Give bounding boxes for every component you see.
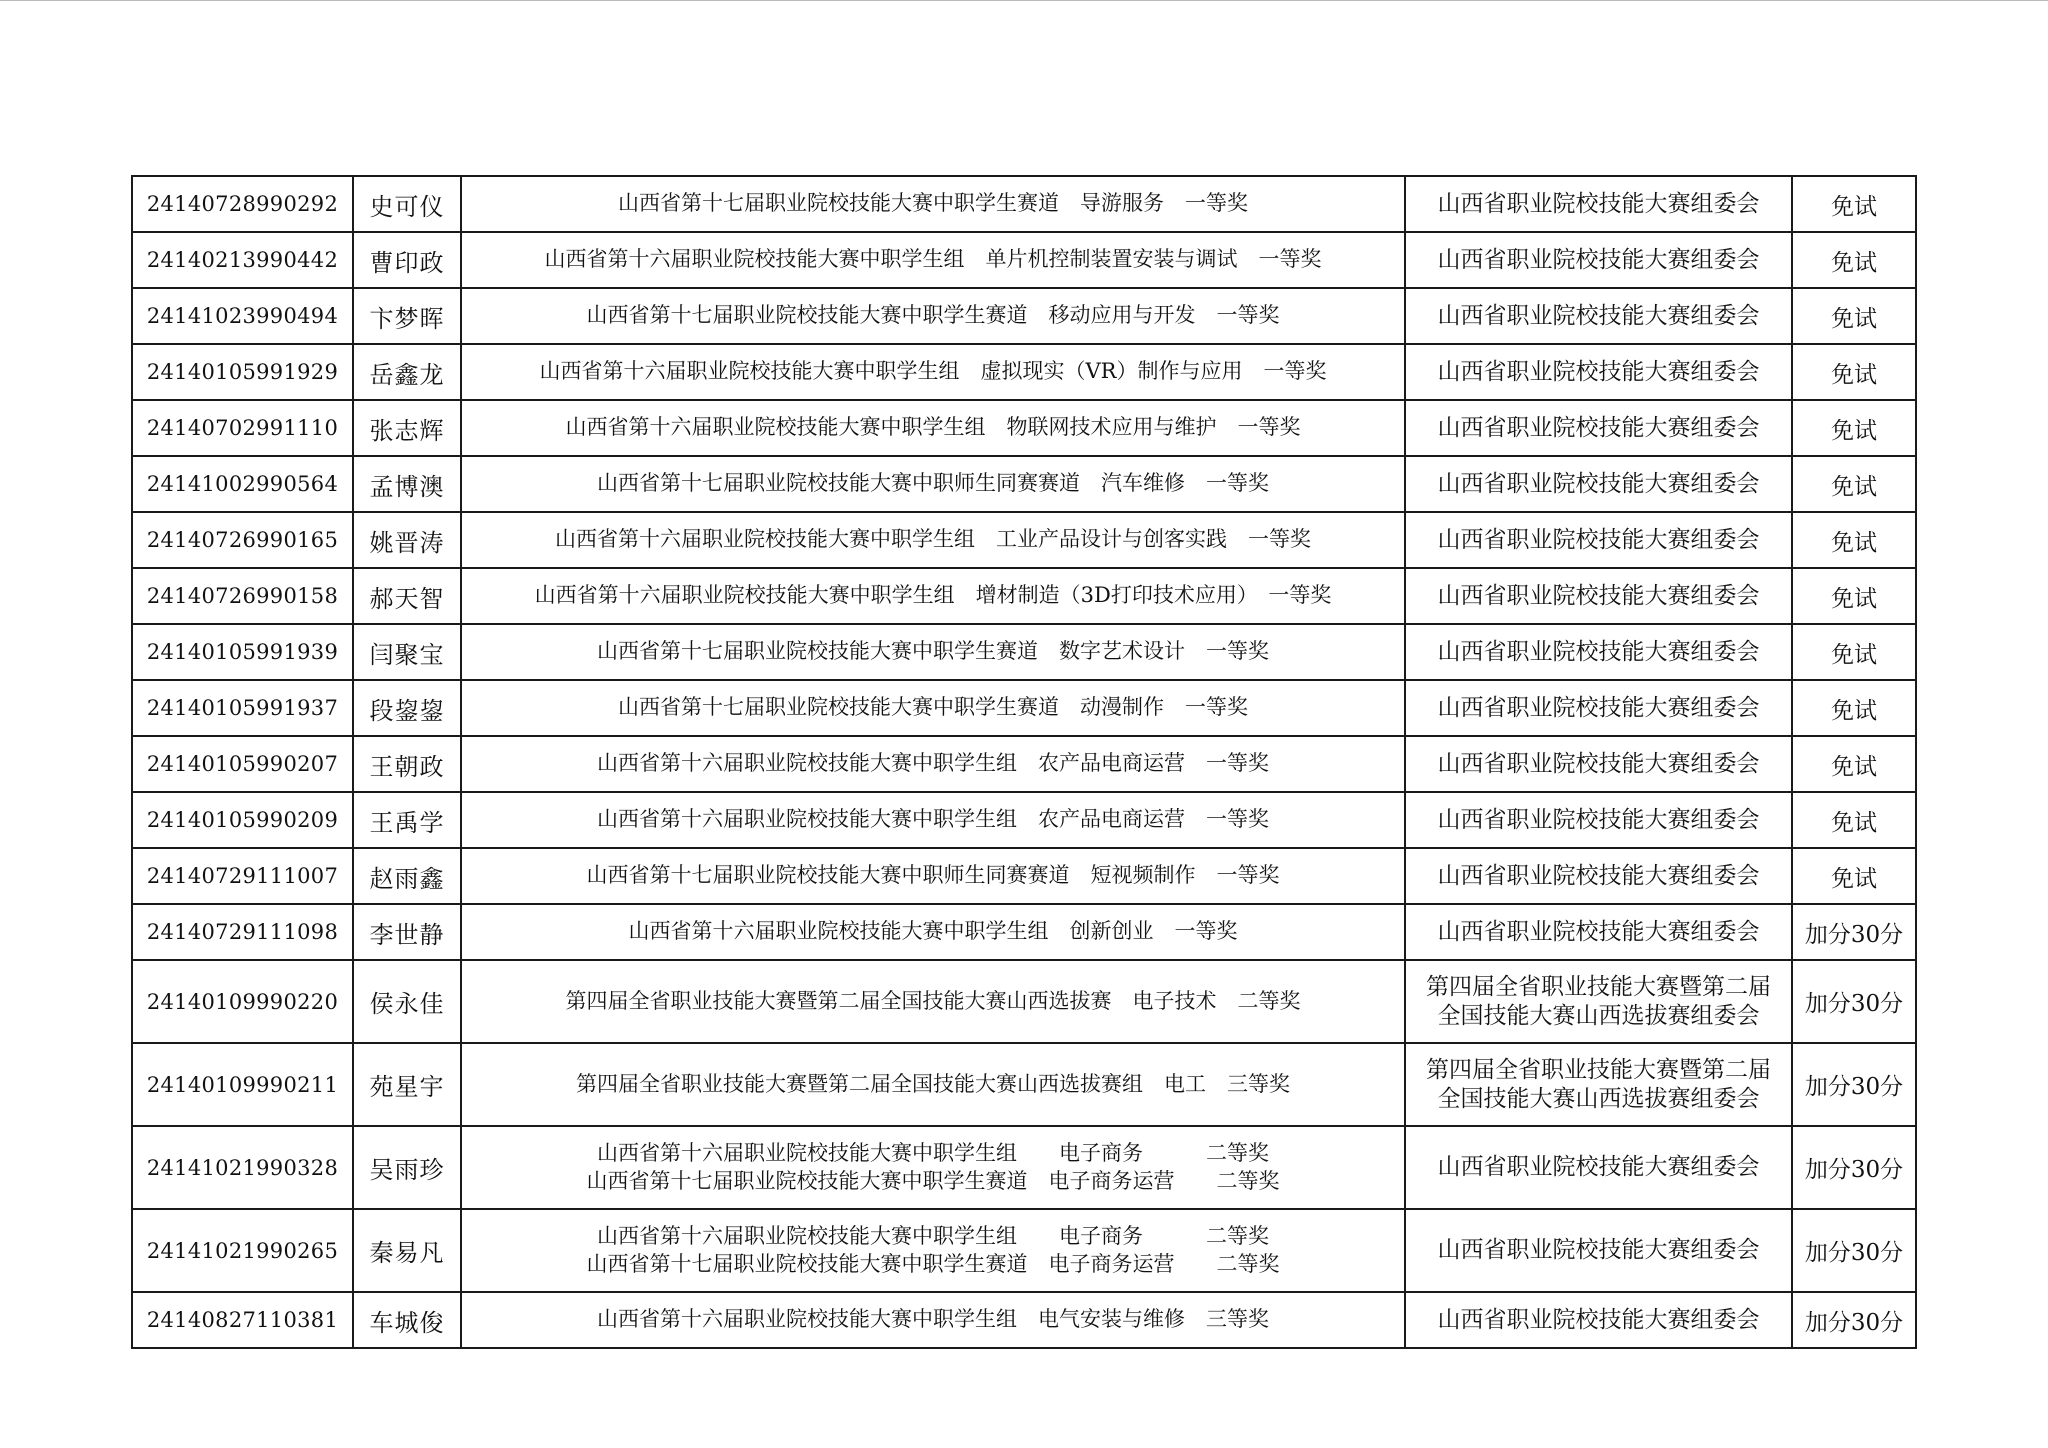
candidate-id-cell: 24140105991929 — [132, 344, 353, 400]
table-row — [132, 848, 1916, 904]
candidate-id-cell: 24140729111098 — [132, 904, 353, 960]
candidate-name-cell: 李世静 — [353, 904, 461, 960]
page-top-rule — [0, 0, 2048, 1]
award-cell — [461, 904, 1405, 960]
candidate-id-cell: 24140109990211 — [132, 1043, 353, 1126]
result-cell: 加分30分 — [1792, 1043, 1916, 1126]
organizer-line: 第四届全省职业技能大赛暨第二届 — [1426, 1056, 1771, 1083]
result-cell: 加分30分 — [1792, 1292, 1916, 1348]
award-line: 山西省第十六届职业院校技能大赛中职学生组 电气安装与维修 三等奖 — [597, 1307, 1269, 1332]
organizer-line: 山西省职业院校技能大赛组委会 — [1437, 1306, 1760, 1333]
award-cell — [461, 344, 1405, 400]
award-cell — [461, 232, 1405, 288]
table-row — [132, 512, 1916, 568]
result-cell: 加分30分 — [1792, 904, 1916, 960]
award-cell — [461, 680, 1405, 736]
organizer-line: 山西省职业院校技能大赛组委会 — [1437, 1237, 1760, 1264]
result-cell: 加分30分 — [1792, 1209, 1916, 1292]
award-line: 山西省第十六届职业院校技能大赛中职学生组 单片机控制装置安装与调试 一等奖 — [544, 247, 1322, 272]
award-cell — [461, 288, 1405, 344]
award-line: 山西省第十七届职业院校技能大赛中职师生同赛赛道 短视频制作 一等奖 — [586, 863, 1280, 888]
award-line: 山西省第十六届职业院校技能大赛中职学生组 增材制造（3D打印技术应用） 一等奖 — [534, 583, 1332, 608]
award-line: 山西省第十六届职业院校技能大赛中职学生组 电子商务 二等奖 — [597, 1140, 1269, 1165]
award-line: 山西省第十六届职业院校技能大赛中职学生组 电子商务 二等奖 — [597, 1223, 1269, 1248]
candidate-id-cell: 24141021990328 — [132, 1126, 353, 1209]
award-table — [131, 175, 1917, 1349]
candidate-name-cell: 郝天智 — [353, 568, 461, 624]
organizer-cell — [1405, 904, 1792, 960]
award-line: 山西省第十七届职业院校技能大赛中职学生赛道 数字艺术设计 一等奖 — [597, 639, 1269, 664]
candidate-name-cell: 孟博澳 — [353, 456, 461, 512]
table-row — [132, 1126, 1916, 1209]
organizer-cell — [1405, 456, 1792, 512]
candidate-id-cell: 24140213990442 — [132, 232, 353, 288]
award-cell — [461, 1209, 1405, 1292]
candidate-name-cell: 苑星宇 — [353, 1043, 461, 1126]
organizer-line: 山西省职业院校技能大赛组委会 — [1437, 526, 1760, 553]
candidate-id-cell: 24140726990158 — [132, 568, 353, 624]
candidate-name-cell: 史可仪 — [353, 176, 461, 232]
organizer-cell — [1405, 1043, 1792, 1126]
result-cell: 加分30分 — [1792, 1126, 1916, 1209]
candidate-name-cell: 侯永佳 — [353, 960, 461, 1043]
table-row — [132, 1043, 1916, 1126]
table-row — [132, 400, 1916, 456]
award-cell — [461, 176, 1405, 232]
organizer-cell — [1405, 288, 1792, 344]
award-cell — [461, 568, 1405, 624]
organizer-cell — [1405, 624, 1792, 680]
candidate-name-cell: 秦易凡 — [353, 1209, 461, 1292]
table-row — [132, 288, 1916, 344]
award-cell — [461, 848, 1405, 904]
organizer-line: 全国技能大赛山西选拔赛组委会 — [1437, 1002, 1760, 1029]
result-cell: 免试 — [1792, 680, 1916, 736]
organizer-line: 山西省职业院校技能大赛组委会 — [1437, 694, 1760, 721]
organizer-cell — [1405, 232, 1792, 288]
table-row — [132, 736, 1916, 792]
organizer-line: 全国技能大赛山西选拔赛组委会 — [1437, 1085, 1760, 1112]
organizer-line: 山西省职业院校技能大赛组委会 — [1437, 918, 1760, 945]
candidate-name-cell: 车城俊 — [353, 1292, 461, 1348]
result-cell: 加分30分 — [1792, 960, 1916, 1043]
award-line: 山西省第十六届职业院校技能大赛中职学生组 工业产品设计与创客实践 一等奖 — [555, 527, 1311, 552]
table-row — [132, 960, 1916, 1043]
award-cell — [461, 512, 1405, 568]
organizer-cell — [1405, 1209, 1792, 1292]
award-cell — [461, 1043, 1405, 1126]
table-row — [132, 680, 1916, 736]
candidate-id-cell: 24140105991939 — [132, 624, 353, 680]
organizer-cell — [1405, 400, 1792, 456]
candidate-id-cell: 24140726990165 — [132, 512, 353, 568]
result-cell: 免试 — [1792, 512, 1916, 568]
result-cell: 免试 — [1792, 736, 1916, 792]
candidate-id-cell: 24140105990207 — [132, 736, 353, 792]
organizer-line: 山西省职业院校技能大赛组委会 — [1437, 414, 1760, 441]
organizer-cell — [1405, 848, 1792, 904]
candidate-id-cell: 24141002990564 — [132, 456, 353, 512]
table-row — [132, 792, 1916, 848]
result-cell: 免试 — [1792, 344, 1916, 400]
result-cell: 免试 — [1792, 456, 1916, 512]
organizer-line: 山西省职业院校技能大赛组委会 — [1437, 862, 1760, 889]
candidate-name-cell: 岳鑫龙 — [353, 344, 461, 400]
organizer-cell — [1405, 568, 1792, 624]
award-line: 山西省第十六届职业院校技能大赛中职学生组 创新创业 一等奖 — [628, 919, 1238, 944]
award-line: 山西省第十七届职业院校技能大赛中职学生赛道 移动应用与开发 一等奖 — [586, 303, 1280, 328]
organizer-line: 山西省职业院校技能大赛组委会 — [1437, 806, 1760, 833]
award-cell — [461, 960, 1405, 1043]
candidate-name-cell: 姚晋涛 — [353, 512, 461, 568]
result-cell: 免试 — [1792, 232, 1916, 288]
candidate-id-cell: 24140109990220 — [132, 960, 353, 1043]
table-row — [132, 344, 1916, 400]
organizer-cell — [1405, 792, 1792, 848]
award-line: 第四届全省职业技能大赛暨第二届全国技能大赛山西选拔赛组 电工 三等奖 — [576, 1071, 1290, 1096]
candidate-name-cell: 王朝政 — [353, 736, 461, 792]
award-line: 山西省第十七届职业院校技能大赛中职学生赛道 电子商务运营 二等奖 — [586, 1251, 1280, 1276]
candidate-name-cell: 赵雨鑫 — [353, 848, 461, 904]
award-line: 第四届全省职业技能大赛暨第二届全国技能大赛山西选拔赛 电子技术 二等奖 — [565, 988, 1301, 1013]
result-cell: 免试 — [1792, 176, 1916, 232]
table-row — [132, 568, 1916, 624]
organizer-cell — [1405, 1126, 1792, 1209]
organizer-line: 山西省职业院校技能大赛组委会 — [1437, 358, 1760, 385]
organizer-cell — [1405, 960, 1792, 1043]
award-line: 山西省第十七届职业院校技能大赛中职师生同赛赛道 汽车维修 一等奖 — [597, 471, 1269, 496]
candidate-name-cell: 张志辉 — [353, 400, 461, 456]
organizer-cell — [1405, 512, 1792, 568]
organizer-line: 第四届全省职业技能大赛暨第二届 — [1426, 973, 1771, 1000]
award-cell — [461, 456, 1405, 512]
candidate-id-cell: 24141023990494 — [132, 288, 353, 344]
organizer-line: 山西省职业院校技能大赛组委会 — [1437, 750, 1760, 777]
award-line: 山西省第十七届职业院校技能大赛中职学生赛道 电子商务运营 二等奖 — [586, 1168, 1280, 1193]
award-line: 山西省第十六届职业院校技能大赛中职学生组 农产品电商运营 一等奖 — [597, 751, 1269, 776]
result-cell: 免试 — [1792, 792, 1916, 848]
table-row — [132, 456, 1916, 512]
award-cell — [461, 400, 1405, 456]
table-row — [132, 1209, 1916, 1292]
result-cell: 免试 — [1792, 624, 1916, 680]
award-table-body — [132, 176, 1916, 1348]
result-cell: 免试 — [1792, 848, 1916, 904]
organizer-cell — [1405, 344, 1792, 400]
candidate-name-cell: 曹印政 — [353, 232, 461, 288]
table-row — [132, 1292, 1916, 1348]
award-line: 山西省第十六届职业院校技能大赛中职学生组 农产品电商运营 一等奖 — [597, 807, 1269, 832]
candidate-id-cell: 24141021990265 — [132, 1209, 353, 1292]
candidate-id-cell: 24140827110381 — [132, 1292, 353, 1348]
result-cell: 免试 — [1792, 568, 1916, 624]
organizer-cell — [1405, 176, 1792, 232]
table-row — [132, 176, 1916, 232]
award-cell — [461, 1126, 1405, 1209]
organizer-line: 山西省职业院校技能大赛组委会 — [1437, 302, 1760, 329]
candidate-id-cell: 24140728990292 — [132, 176, 353, 232]
table-row — [132, 904, 1916, 960]
award-line: 山西省第十六届职业院校技能大赛中职学生组 虚拟现实（VR）制作与应用 一等奖 — [539, 359, 1327, 384]
organizer-line: 山西省职业院校技能大赛组委会 — [1437, 638, 1760, 665]
candidate-name-cell: 吴雨珍 — [353, 1126, 461, 1209]
organizer-cell — [1405, 736, 1792, 792]
award-cell — [461, 792, 1405, 848]
table-row — [132, 232, 1916, 288]
award-cell — [461, 624, 1405, 680]
organizer-line: 山西省职业院校技能大赛组委会 — [1437, 582, 1760, 609]
organizer-cell — [1405, 1292, 1792, 1348]
candidate-name-cell: 段鋆鋆 — [353, 680, 461, 736]
result-cell: 免试 — [1792, 288, 1916, 344]
award-cell — [461, 1292, 1405, 1348]
candidate-name-cell: 卞梦晖 — [353, 288, 461, 344]
award-cell — [461, 736, 1405, 792]
candidate-name-cell: 闫聚宝 — [353, 624, 461, 680]
award-line: 山西省第十七届职业院校技能大赛中职学生赛道 动漫制作 一等奖 — [618, 695, 1248, 720]
organizer-line: 山西省职业院校技能大赛组委会 — [1437, 470, 1760, 497]
candidate-id-cell: 24140702991110 — [132, 400, 353, 456]
award-line: 山西省第十六届职业院校技能大赛中职学生组 物联网技术应用与维护 一等奖 — [565, 415, 1301, 440]
organizer-line: 山西省职业院校技能大赛组委会 — [1437, 246, 1760, 273]
organizer-line: 山西省职业院校技能大赛组委会 — [1437, 190, 1760, 217]
organizer-cell — [1405, 680, 1792, 736]
table-row — [132, 624, 1916, 680]
organizer-line: 山西省职业院校技能大赛组委会 — [1437, 1154, 1760, 1181]
result-cell: 免试 — [1792, 400, 1916, 456]
candidate-id-cell: 24140105991937 — [132, 680, 353, 736]
award-line: 山西省第十七届职业院校技能大赛中职学生赛道 导游服务 一等奖 — [618, 191, 1248, 216]
candidate-name-cell: 王禹学 — [353, 792, 461, 848]
candidate-id-cell: 24140105990209 — [132, 792, 353, 848]
candidate-id-cell: 24140729111007 — [132, 848, 353, 904]
